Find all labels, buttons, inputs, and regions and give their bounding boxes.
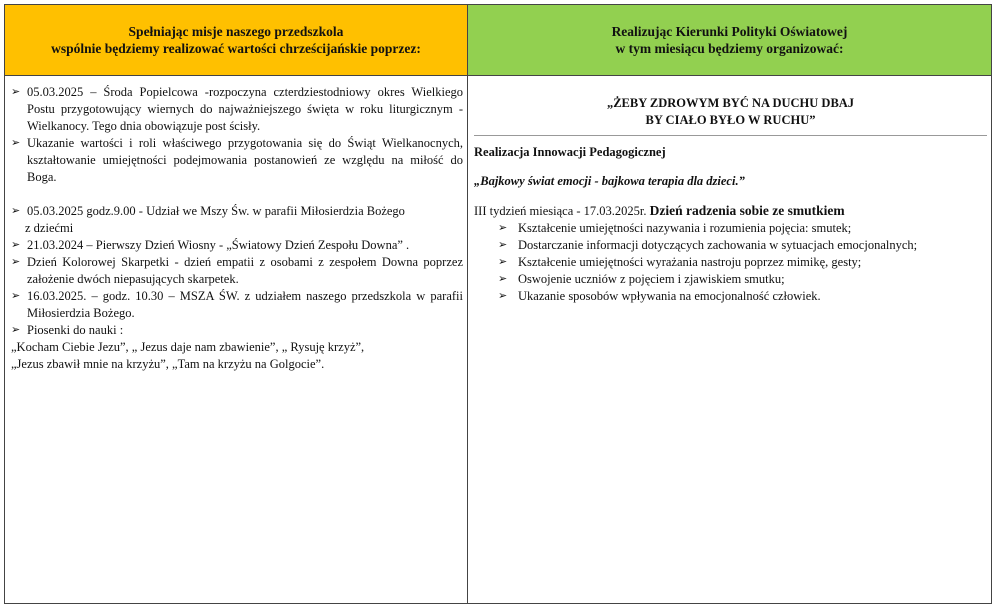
list-item: ➢ Kształcenie umiejętności nazywania i rozumienia pojęcia: smutek; <box>498 221 852 235</box>
divider <box>474 135 987 136</box>
list-item: ➢ Oswojenie uczniów z pojęciem i zjawiskiem smutku; <box>498 272 785 286</box>
week-heading: III tydzień miesiąca - 17.03.2025r. Dzień radzenia sobie ze smutkiem <box>474 203 845 218</box>
songs-line: „Jezus zbawił mnie na krzyżu”, „Tam na krzyżu na Golgocie”. <box>11 357 325 371</box>
right-header <box>468 5 991 76</box>
right-body <box>468 95 991 305</box>
left-body <box>5 76 467 373</box>
right-column <box>468 5 991 603</box>
songs-line: „Kocham Ciebie Jezu”, „ Jezus daje nam zbawienie”, „ Rysuję krzyż”, <box>11 340 365 354</box>
list-item: ➢ 05.03.2025 godz.9.00 - Udział we Mszy Św. w parafii Miłosierdzia Bożego <box>11 204 405 218</box>
arrow-bullet-icon: ➢ <box>498 222 508 234</box>
list-item: ➢ 21.03.2024 – Pierwszy Dzień Wiosny - „Światowy Dzień Zespołu Downa” . <box>11 238 410 252</box>
week-topic: Dzień radzenia sobie ze smutkiem <box>649 203 845 218</box>
list-item: ➢ Piosenki do nauki : <box>11 323 124 337</box>
arrow-bullet-icon: ➢ <box>11 256 21 268</box>
arrow-bullet-icon: ➢ <box>11 239 21 251</box>
arrow-bullet-icon: ➢ <box>11 137 21 149</box>
list-item: ➢ 16.03.2025. – godz. 10.30 – MSZA ŚW. z udziałem naszego przedszkola w parafii Miłosierdzia Bożego. <box>11 289 463 320</box>
arrow-bullet-icon: ➢ <box>498 239 508 251</box>
list-item: ➢ Dostarczanie informacji dotyczących zachowania w sytuacjach emocjonalnych; <box>498 238 918 252</box>
innovation-title: „Bajkowy świat emocji - bajkowa terapia dla dzieci.” <box>474 174 745 188</box>
left-header <box>5 5 467 76</box>
motto-title: „ŻEBY ZDROWYM BYĆ NA DUCHU DBAJ BY CIAŁO BYŁO W RUCHU” <box>606 96 855 127</box>
list-item: ➢ Dzień Kolorowej Skarpetki - dzień empatii z osobami z zespołem Downa poprzez założenie dwóch niepasujących skarpetek. <box>11 255 463 286</box>
arrow-bullet-icon: ➢ <box>498 290 508 302</box>
list-item: ➢ Kształcenie umiejętności wyrażania nastroju poprzez mimikę, gesty; <box>498 255 862 269</box>
arrow-bullet-icon: ➢ <box>498 273 508 285</box>
list-item: ➢ 05.03.2025 – Środa Popielcowa -rozpoczyna czterdziestodniowy okres Wielkiego Postu przygotowujący wiernych do najważniejszego święta w roku liturgicznym -Wielkanocy. Tego dnia obowiązuje post ścisły. <box>11 85 463 133</box>
list-item: ➢ Ukazanie sposobów wpływania na emocjonalność człowiek. <box>498 289 821 303</box>
document-table <box>4 4 992 604</box>
left-header-line2: wspólnie będziemy realizować wartości chrześcijańskie poprzez: <box>51 41 421 56</box>
left-header-line1: Spełniając misje naszego przedszkola <box>128 24 344 39</box>
arrow-bullet-icon: ➢ <box>11 324 21 336</box>
innovation-label: Realizacja Innowacji Pedagogicznej <box>474 145 666 159</box>
arrow-bullet-icon: ➢ <box>11 86 21 98</box>
list-item-continuation: z dziećmi <box>25 221 74 235</box>
right-header-line1: Realizując Kierunki Polityki Oświatowej <box>611 24 848 39</box>
arrow-bullet-icon: ➢ <box>11 205 21 217</box>
list-item: ➢ Ukazanie wartości i roli właściwego przygotowania się do Świąt Wielkanocnych, kształtowanie umiejętności podejmowania postanowień ze względu na miłość do Boga. <box>11 136 463 184</box>
arrow-bullet-icon: ➢ <box>498 256 508 268</box>
arrow-bullet-icon: ➢ <box>11 290 21 302</box>
right-header-line2: w tym miesiącu będziemy organizować: <box>615 41 844 56</box>
left-column <box>5 5 468 603</box>
